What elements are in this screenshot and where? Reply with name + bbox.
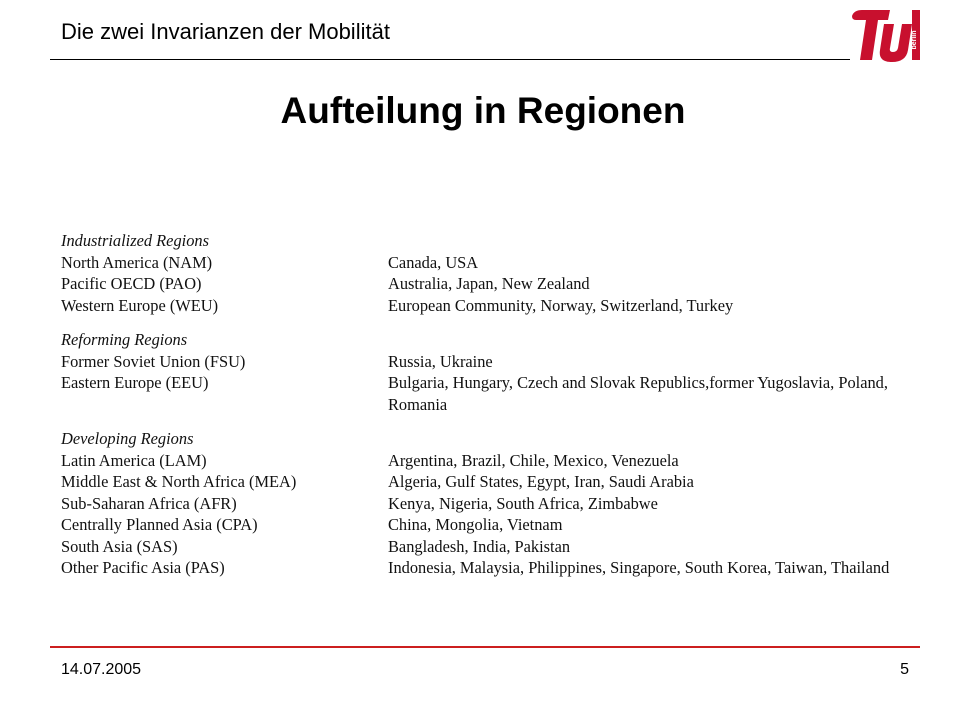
footer-date: 14.07.2005	[61, 661, 142, 678]
region-name: Latin America (LAM)	[61, 450, 207, 470]
table-row	[61, 372, 941, 415]
table-row	[61, 514, 941, 536]
table-row	[61, 295, 941, 317]
region-group	[61, 230, 941, 316]
group-heading: Developing Regions	[61, 429, 194, 448]
tu-berlin-logo-icon	[848, 6, 922, 64]
region-group	[61, 428, 941, 579]
table-row	[61, 493, 941, 515]
table-row	[61, 252, 941, 274]
region-countries: Kenya, Nigeria, South Africa, Zimbabwe	[388, 493, 658, 513]
region-countries: Russia, Ukraine	[388, 351, 493, 371]
slide-title: Aufteilung in Regionen	[280, 90, 686, 131]
region-name: Other Pacific Asia (PAS)	[61, 558, 225, 577]
region-name: Pacific OECD (PAO)	[61, 274, 202, 293]
table-row	[61, 351, 941, 373]
region-countries: Canada, USA	[388, 252, 479, 272]
region-name: Middle East & North Africa (MEA)	[61, 472, 297, 491]
header-title: Die zwei Invarianzen der Mobilität	[61, 19, 390, 44]
table-row	[61, 471, 941, 493]
table-row	[61, 557, 941, 579]
region-group	[61, 329, 941, 415]
region-name: Western Europe (WEU)	[61, 295, 219, 315]
region-name: South Asia (SAS)	[61, 536, 178, 556]
table-row	[61, 536, 941, 558]
region-name: North America (NAM)	[61, 252, 213, 272]
region-countries: Bangladesh, India, Pakistan	[388, 536, 571, 556]
table-row	[61, 450, 941, 472]
header-divider	[50, 59, 850, 60]
group-heading: Reforming Regions	[61, 330, 188, 349]
regions-table	[61, 230, 941, 592]
region-name: Centrally Planned Asia (CPA)	[61, 515, 258, 534]
region-countries: Algeria, Gulf States, Egypt, Iran, Saudi Arabia	[388, 472, 694, 491]
logo-text: berlin	[911, 30, 918, 50]
table-row	[61, 273, 941, 295]
region-countries: Argentina, Brazil, Chile, Mexico, Venezuela	[388, 450, 679, 470]
footer-divider	[50, 646, 920, 648]
region-name: Former Soviet Union (FSU)	[61, 351, 246, 371]
region-countries: Indonesia, Malaysia, Philippines, Singapore, South Korea, Taiwan, Thailand	[388, 558, 890, 577]
region-countries: European Community, Norway, Switzerland, Turkey	[388, 295, 734, 315]
region-countries: Australia, Japan, New Zealand	[388, 274, 590, 293]
group-heading: Industrialized Regions	[61, 231, 209, 250]
region-countries: Bulgaria, Hungary, Czech and Slovak Republics,former Yugoslavia, Poland, Romania	[388, 373, 888, 414]
region-name: Sub-Saharan Africa (AFR)	[61, 493, 237, 513]
page-number: 5	[900, 661, 909, 678]
region-name: Eastern Europe (EEU)	[61, 373, 209, 392]
region-countries: China, Mongolia, Vietnam	[388, 515, 563, 534]
